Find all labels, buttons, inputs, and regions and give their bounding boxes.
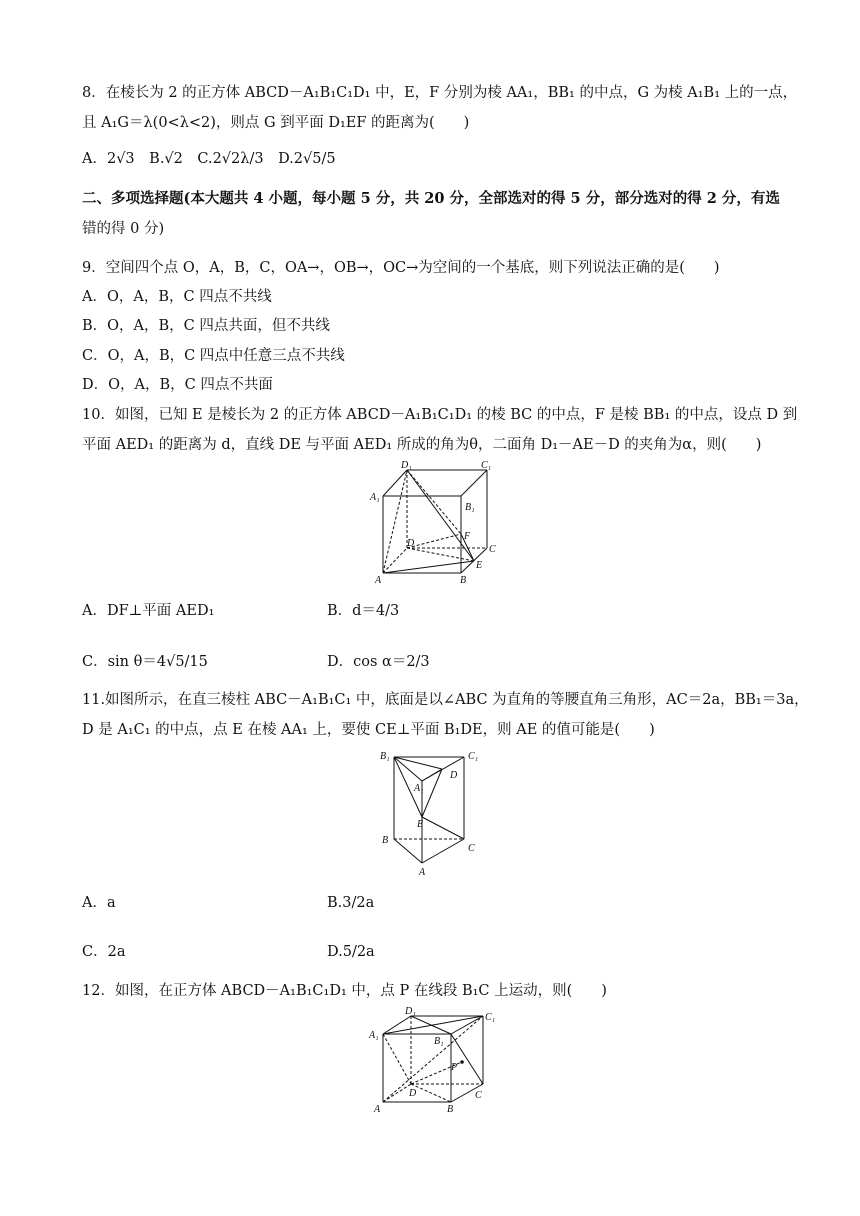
q10-label-B: B [460, 575, 467, 586]
q10-stem-line2: 平面 AED₁ 的距离为 d，直线 DE 与平面 AED₁ 所成的角为θ，二面角 D₁－AE－D 的夹角为α，则( ) [82, 437, 762, 453]
q10-label-E: E [476, 560, 483, 571]
section-heading-line2: 错的得 0 分) [82, 221, 165, 237]
q8-stem-line1: 8．在棱长为 2 的正方体 ABCD－A₁B₁C₁D₁ 中，E，F 分别为棱 AA₁，BB₁ 的中点，G 为棱 A₁B₁ 上的一点， [82, 85, 798, 101]
q9-stem: 9．空间四个点 O，A，B，C，OA→，OB→，OC→为空间的一个基底，则下列说法正确的是( ) [82, 260, 720, 276]
q12-label-C1: C₁ [485, 1012, 496, 1023]
q8-options: A．2√3 B.√2 C.2√2λ/3 D.2√5/5 [82, 151, 336, 167]
q10-option-a: A．DF⊥平面 AED₁ [82, 603, 215, 619]
q11-stem-line2: D 是 A₁C₁ 的中点，点 E 在棱 AA₁ 上，要使 CE⊥平面 B₁DE，则 AE 的值可能是( ) [82, 722, 655, 738]
q10-label-C1: C₁ [481, 460, 492, 471]
q10-stem-line1: 10．如图，已知 E 是棱长为 2 的正方体 ABCD－A₁B₁C₁D₁ 的棱 BC 的中点，F 是棱 BB₁ 的中点，设点 D 到 [82, 407, 798, 423]
q9-option-a: A．O，A，B，C 四点不共线 [82, 289, 272, 305]
q8-stem-line2: 且 A₁G＝λ(0<λ<2)，则点 G 到平面 D₁EF 的距离为( ) [82, 115, 470, 131]
q11-label-C1: C₁ [468, 751, 479, 762]
q11-option-c: C．2a [82, 944, 126, 960]
q11-label-B1: B₁ [380, 751, 390, 762]
q10-label-A1: A₁ [370, 492, 380, 503]
q10-label-D: D [407, 538, 415, 549]
q11-label-D: D [450, 770, 458, 781]
q10-option-b: B．d＝4/3 [327, 603, 400, 619]
q11-label-B: B [382, 835, 389, 846]
q11-stem-line1: 11.如图所示，在直三棱柱 ABC－A₁B₁C₁ 中，底面是以∠ABC 为直角的等腰直角三角形，AC＝2a，BB₁＝3a， [82, 692, 809, 708]
q12-label-B1: B₁ [434, 1036, 444, 1047]
q9-option-d: D．O，A，B，C 四点不共面 [82, 377, 273, 393]
q11-option-b: B.3/2a [327, 895, 375, 911]
q12-label-A: A [374, 1104, 381, 1115]
section-heading-line1: 二、多项选择题(本大题共 4 小题，每小题 5 分，共 20 分，全部选对的得 5 分，部分选对的得 2 分，有选 [82, 190, 780, 207]
q10-option-c: C．sin θ＝4√5/15 [82, 654, 208, 670]
q12-label-C: C [475, 1090, 482, 1101]
q9-option-c: C．O，A，B，C 四点中任意三点不共线 [82, 348, 345, 364]
q12-stem: 12．如图，在正方体 ABCD－A₁B₁C₁D₁ 中，点 P 在线段 B₁C 上运动，则( ) [82, 983, 607, 999]
q11-label-A: A [419, 867, 426, 878]
q12-cube-figure [365, 1004, 505, 1119]
q11-prism-figure [372, 745, 492, 880]
q10-label-F: F [464, 531, 471, 542]
q10-label-C: C [489, 544, 496, 555]
q10-cube-figure [365, 458, 505, 588]
q12-label-D: D [409, 1088, 417, 1099]
q9-option-b: B．O，A，B，C 四点共面，但不共线 [82, 318, 330, 334]
q11-option-a: A．a [82, 895, 116, 911]
q12-label-D1: D₁ [405, 1006, 416, 1017]
q12-label-P: P [451, 1062, 458, 1073]
q10-label-A: A [375, 575, 382, 586]
q10-option-d: D．cos α＝2/3 [327, 654, 430, 670]
q11-label-A1: A₁ [414, 783, 424, 794]
q11-label-C: C [468, 843, 475, 854]
q11-label-E: E [417, 819, 424, 830]
q11-option-d: D.5/2a [327, 944, 375, 960]
q10-label-D1: D₁ [401, 460, 412, 471]
q12-label-B: B [447, 1104, 454, 1115]
q12-label-A1: A₁ [369, 1030, 379, 1041]
q10-label-B1: B₁ [465, 502, 475, 513]
